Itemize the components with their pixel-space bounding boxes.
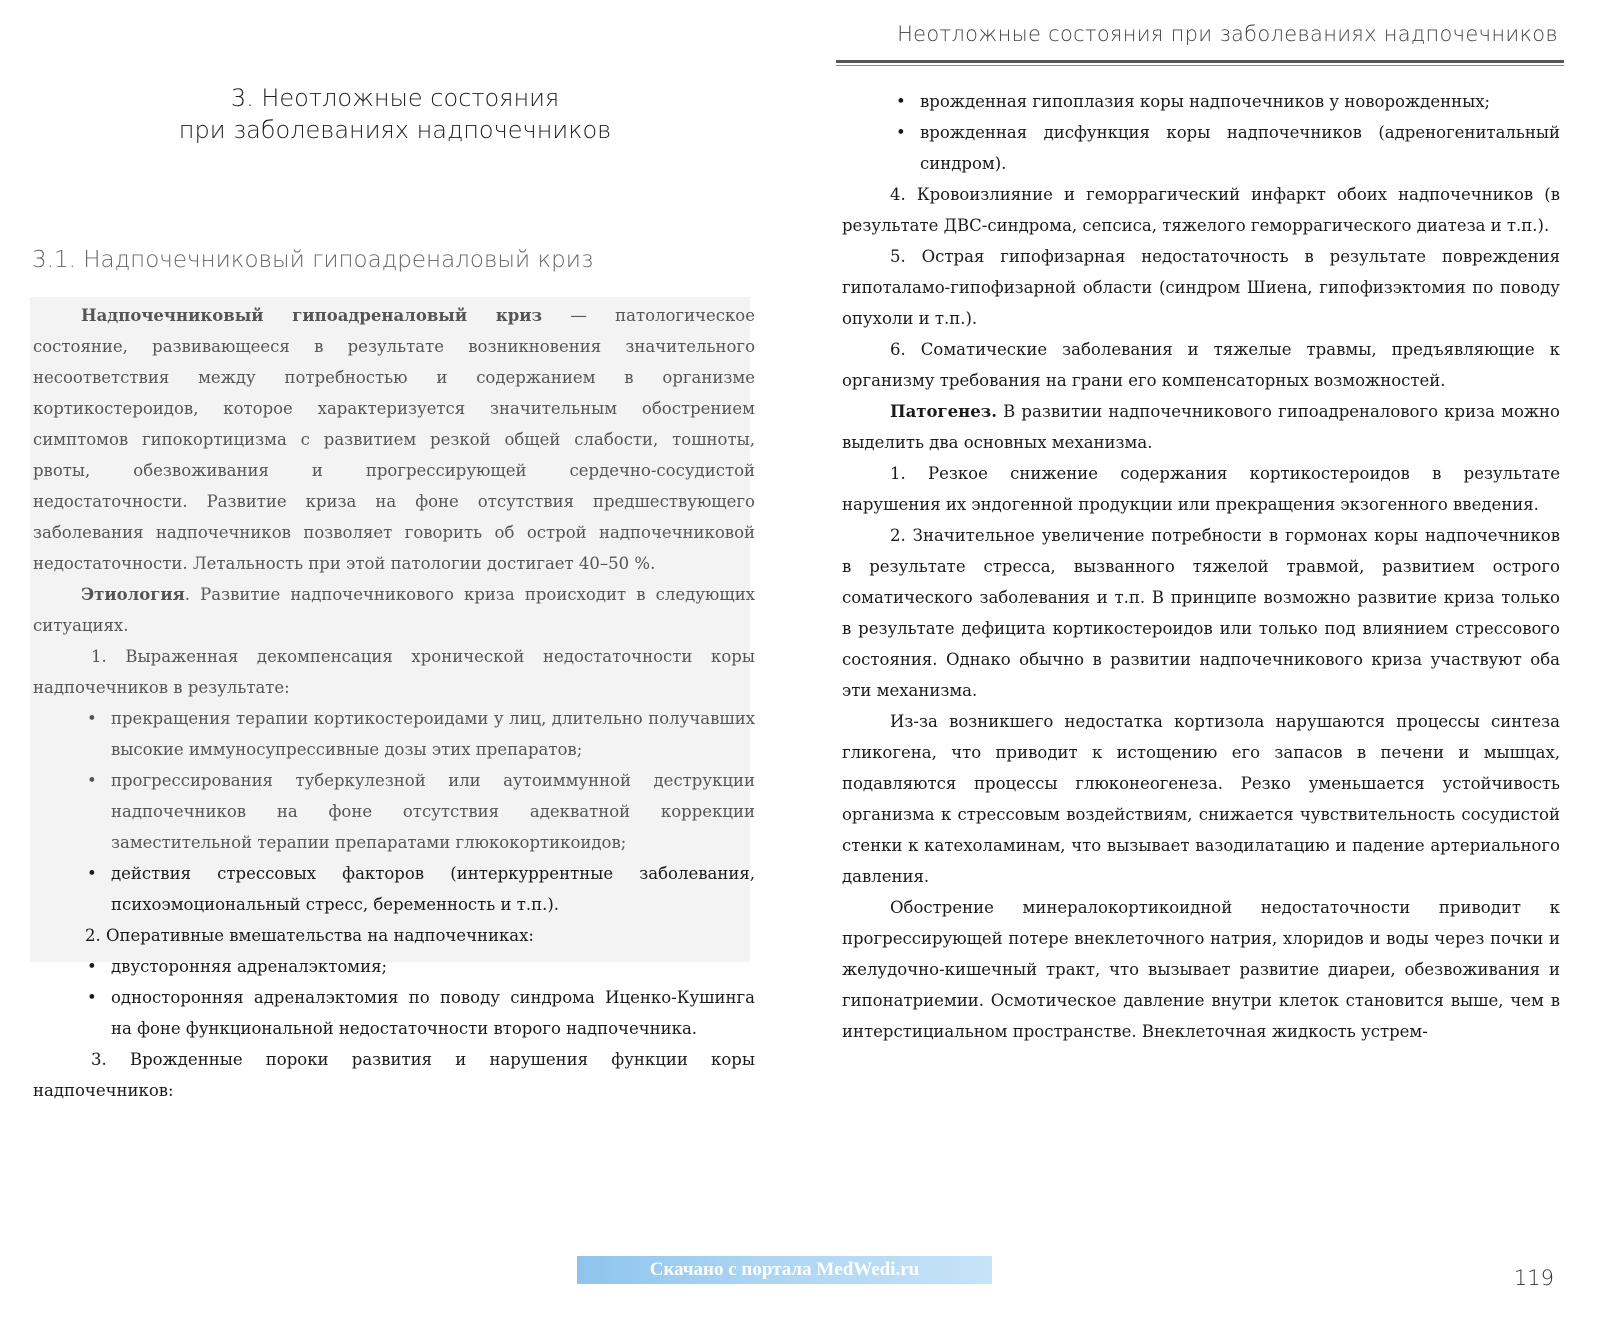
left-page — [0, 0, 790, 1331]
etiology-bullet: • прекращения терапии кортикостероидами у лиц, длительно получавших высокие иммуносупрессивные дозы этих препаратов; — [33, 703, 755, 765]
etiology-item-6: 6. Соматические заболевания и тяжелые травмы, предъявляющие к организму требования на грани его компенсаторных возможностей. — [842, 340, 1560, 390]
pathogenesis-paragraph: Патогенез. В развитии надпочечникового гипоадреналового криза можно выделить два основных механизма. — [842, 402, 1560, 452]
surgery-bullet: • односторонняя адреналэктомия по поводу синдрома Иценко-Кушинга на фоне функциональной недостаточности второго надпочечника. — [33, 982, 755, 1044]
surgery-bullet: • двусторонняя адреналэктомия; — [33, 951, 755, 982]
cortisol-paragraph: Из-за возникшего недостатка кортизола нарушаются процессы синтеза гликогена, что приводит к истощению его запасов в печени и мышцах, подавляются процессы глюконеогенеза. Резко уменьшается устойчивость организма к стрессовым воздействиям, снижается чувствительность сосудистой стенки к катехоламинам, что вызывает вазодилатацию и падение артериального давления. — [842, 712, 1560, 886]
etiology-item-2: 2. Оперативные вмешательства на надпочечниках: — [85, 926, 534, 945]
etiology-bullet: • действия стрессовых факторов (интеркуррентные заболевания, психоэмоциональный стресс, беременность и т.п.). — [33, 858, 755, 920]
etiology-item-4: 4. Кровоизлияние и геморрагический инфаркт обоих надпочечников (в результате ДВС-синдрома, сепсиса, тяжелого геморрагического диатеза и т.п.). — [842, 185, 1560, 235]
etiology-item-5: 5. Острая гипофизарная недостаточность в результате повреждения гипоталамо-гипофизарной области (синдром Шиена, гипофизэктомия по поводу опухоли и т.п.). — [842, 247, 1560, 328]
etiology-item-3: 3. Врожденные пороки развития и нарушения функции коры надпочечников: — [33, 1050, 755, 1100]
header-rule — [836, 60, 1564, 66]
mechanism-2: 2. Значительное увеличение потребности в гормонах коры надпочечников в результате стресса, вызванного тяжелой травмой, развитием острого соматического заболевания и т.п. В принципе возможно развитие криза только в результате дефицита кортикостероидов или только под влиянием стрессового состояния. Однако обычно в развитии надпочечникового криза участвуют оба эти механизма. — [842, 526, 1560, 700]
congenital-bullet: • врожденная гипоплазия коры надпочечников у новорожденных; — [842, 86, 1560, 117]
definition-paragraph: Надпочечниковый гипоадреналовый криз — патологическое состояние, развивающееся в результате возникновения значительного несоответствия между потребностью и содержанием в организме кортикостероидов, которое характеризуется значительным обострением симптомов гипокортицизма с развитием резкой общей слабости, тошноты, рвоты, обезвоживания и прогрессирующей сердечно-сосудистой недостаточности. Развитие криза на фоне отсутствия предшествующего заболевания надпочечников позволяет говорить об острой надпочечниковой недостаточности. Летальность при этой патологии достигает 40–50 %. — [33, 306, 755, 573]
right-body-text — [842, 86, 1560, 1047]
etiology-paragraph: Этиология. Развитие надпочечникового криза происходит в следующих ситуациях. — [33, 585, 755, 635]
page-number: 119 — [1513, 1266, 1554, 1290]
right-page — [800, 0, 1600, 1331]
congenital-bullet: • врожденная дисфункция коры надпочечников (адреногенитальный синдром). — [842, 117, 1560, 179]
mineralocorticoid-paragraph: Обострение минералокортикоидной недостаточности приводит к прогрессирующей потере внеклеточного натрия, хлоридов и воды через почки и желудочно-кишечный тракт, что вызывает развитие диареи, обезвоживания и гипонатриемии. Осмотическое давление внутри клеток становится выше, чем в интерстициальном пространстве. Внеклеточная жидкость устрем- — [842, 898, 1560, 1041]
etiology-item-1: 1. Выраженная декомпенсация хронической недостаточности коры надпочечников в результате: — [33, 647, 755, 697]
running-header: Неотложные состояния при заболеваниях надпочечников — [897, 22, 1558, 46]
section-title: 3.1. Надпочечниковый гипоадреналовый криз — [32, 247, 594, 273]
download-watermark: Скачано с портала MedWedi.ru — [577, 1256, 992, 1284]
etiology-bullet: • прогрессирования туберкулезной или аутоиммунной деструкции надпочечников на фоне отсутствия адекватной коррекции заместительной терапии препаратами глюкокортикоидов; — [33, 765, 755, 858]
mechanism-1: 1. Резкое снижение содержания кортикостероидов в результате нарушения их эндогенной продукции или прекращения экзогенного введения. — [842, 464, 1560, 514]
shaded-passage — [33, 300, 755, 858]
chapter-title: 3. Неотложные состояния при заболеваниях надпочечников — [178, 84, 612, 144]
left-body-text — [33, 300, 755, 1106]
